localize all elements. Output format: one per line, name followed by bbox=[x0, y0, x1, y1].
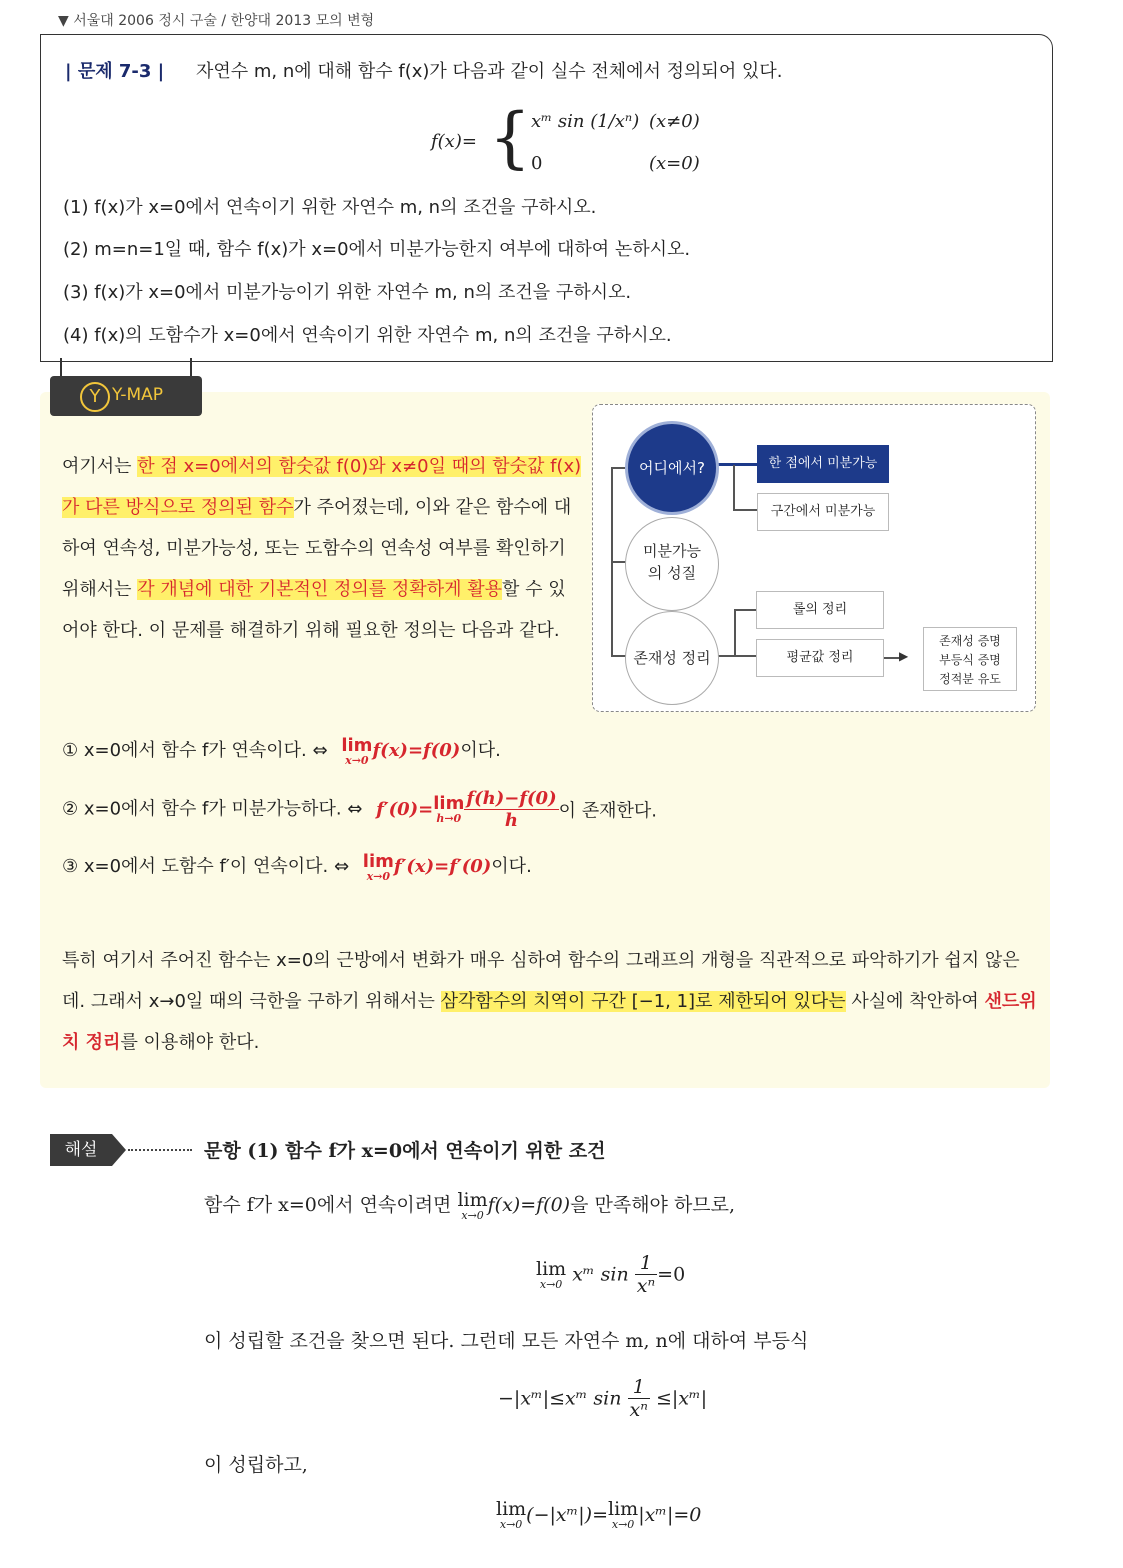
source-line: ▼ 서울대 2006 정시 구술 / 한양대 2013 모의 변형 bbox=[58, 13, 375, 29]
lim-subscript: x→0 bbox=[499, 1518, 523, 1531]
solution-line-1 bbox=[204, 1190, 735, 1221]
question-1: (1) f(x)가 x=0에서 연속이기 위한 자연수 m, n의 조건을 구하시오. bbox=[63, 197, 597, 218]
question-2: (2) m=n=1일 때, 함수 f(x)가 x=0에서 미분가능한지 여부에 대하여 논하시오. bbox=[63, 239, 691, 260]
special-note bbox=[62, 940, 1037, 1063]
concept-map bbox=[592, 404, 1036, 712]
piecewise-function bbox=[431, 99, 731, 183]
fraction-denominator: xⁿ bbox=[629, 1399, 648, 1421]
definition-formula: f′(0)= bbox=[376, 799, 434, 820]
solution-line-2: 이 성립할 조건을 찾으면 된다. 그런데 모든 자연수 m, n에 대하여 부등식 bbox=[204, 1330, 809, 1352]
lim-label: lim bbox=[496, 1498, 527, 1520]
piecewise-lhs: f(x)= bbox=[431, 131, 477, 152]
definition-number: ③ bbox=[62, 856, 79, 877]
inequality-right: ≤|xᵐ| bbox=[656, 1387, 708, 1410]
solution-limit bbox=[536, 1257, 567, 1291]
fraction-numerator: f(h)−f(0) bbox=[466, 788, 557, 809]
piecewise-case-2-cond: (x=0) bbox=[649, 153, 700, 174]
solution-text: 함수 f가 x=0에서 연속이려면 bbox=[204, 1194, 452, 1216]
rolle-box: 롤의 정리 bbox=[756, 591, 884, 629]
note-emphasis: 샌드위치 정리 bbox=[62, 991, 1037, 1053]
lim-label: lim bbox=[433, 793, 465, 814]
mvt-box: 평균값 정리 bbox=[756, 639, 884, 677]
solution-equation-3 bbox=[496, 1500, 701, 1530]
lim-subscript: x→0 bbox=[366, 869, 391, 883]
equation-body: (−|xᵐ|)= bbox=[526, 1504, 609, 1526]
lim-subscript: x→0 bbox=[461, 1209, 484, 1222]
brace-icon: { bbox=[489, 99, 531, 176]
intro-highlight: 한 점 x=0에서의 함숫값 f(0)와 x≠0일 때의 함숫값 f(x)가 다른 방식으로 정의된 함수 bbox=[62, 456, 582, 518]
interval-diff-box: 구간에서 미분가능 bbox=[757, 493, 889, 531]
solution-badge: 해설 bbox=[50, 1134, 112, 1166]
definition-limit bbox=[433, 795, 464, 824]
map-connector bbox=[734, 609, 736, 657]
result-item: 정적분 유도 bbox=[939, 672, 1001, 686]
map-connector bbox=[733, 509, 757, 511]
results-box bbox=[923, 627, 1017, 691]
solution-formula: f(x)=f(0) bbox=[487, 1194, 571, 1216]
definition-limit bbox=[362, 850, 394, 883]
solution-limit bbox=[457, 1191, 487, 1221]
lim-subscript: x→0 bbox=[345, 753, 369, 767]
diff-property-label: 미분가능의 성질 bbox=[643, 542, 701, 582]
where-node: 어디에서? bbox=[625, 421, 719, 515]
intro-highlight: 각 개념에 대한 기본적인 정의를 정확하게 활용 bbox=[137, 579, 502, 600]
lim-subscript: h→0 bbox=[436, 812, 462, 825]
definition-number: ② bbox=[62, 798, 79, 820]
lim-label: lim bbox=[362, 850, 394, 872]
solution-limit bbox=[608, 1500, 638, 1530]
lim-label: lim bbox=[536, 1257, 567, 1280]
ymap-logo-icon: Y bbox=[80, 382, 110, 412]
point-diff-box: 한 점에서 미분가능 bbox=[757, 445, 889, 483]
result-item: 존재성 증명 bbox=[939, 634, 1001, 648]
map-connector bbox=[734, 609, 756, 611]
definition-3 bbox=[62, 852, 532, 882]
definition-text: x=0에서 도함수 f′이 연속이다. ⇔ bbox=[83, 856, 350, 877]
arrow-right-icon: ▶ bbox=[899, 649, 909, 663]
solution-equation-1 bbox=[536, 1252, 685, 1297]
definition-tail: 이다. bbox=[460, 740, 501, 761]
fraction-denominator: h bbox=[504, 810, 519, 831]
question-4: (4) f(x)의 도함수가 x=0에서 연속이기 위한 자연수 m, n의 조건을 구하시오. bbox=[63, 325, 672, 346]
equation-fraction bbox=[635, 1252, 657, 1297]
lim-subscript: x→0 bbox=[611, 1518, 635, 1531]
piecewise-case-1: xᵐ sin (1/xⁿ) bbox=[531, 111, 640, 132]
definition-number: ① bbox=[62, 740, 79, 761]
lim-label: lim bbox=[608, 1498, 639, 1520]
solution-title: 문항 (1) 함수 f가 x=0에서 연속이기 위한 조건 bbox=[204, 1140, 606, 1162]
equation-body: xᵐ sin bbox=[572, 1263, 629, 1286]
intro-text: 여기서는 bbox=[62, 456, 138, 477]
definition-2 bbox=[62, 788, 657, 831]
note-text: 특히 여기서 주어진 함수는 x=0의 근방에서 변화가 매우 심하여 함수의 그래프의 개형을 직관적으로 파악하기가 쉽지 않은데. 그래서 x→0일 때의 극한을 구하기 위해서는 bbox=[62, 950, 1020, 1012]
definition-limit bbox=[341, 734, 373, 767]
problem-box bbox=[40, 34, 1053, 362]
intro-text: 할 수 있어야 한다. 이 문제를 해결하기 위해 필요한 정의는 다음과 같다. bbox=[62, 579, 566, 641]
ymap-badge-label: Y-MAP bbox=[112, 385, 164, 405]
definition-tail: 이 존재한다. bbox=[558, 800, 657, 822]
piecewise-case-1-cond: (x≠0) bbox=[649, 111, 700, 132]
problem-header bbox=[65, 57, 782, 83]
fraction-numerator: 1 bbox=[628, 1376, 650, 1399]
definition-text: x=0에서 함수 f가 미분가능하다. ⇔ bbox=[83, 798, 363, 820]
inequality-fraction bbox=[628, 1376, 650, 1421]
definition-formula: f′(x)=f′(0) bbox=[393, 856, 492, 877]
equation-tail: =0 bbox=[657, 1263, 686, 1286]
intro-text: 가 주어졌는데, 이와 같은 함수에 대하여 연속성, 미분가능성, 또는 도함수의 연속성 여부를 확인하기 위해서는 bbox=[62, 497, 572, 600]
map-connector bbox=[713, 463, 757, 466]
fraction-denominator: xⁿ bbox=[636, 1275, 656, 1297]
lim-label: lim bbox=[341, 734, 373, 756]
definition-tail: 이다. bbox=[491, 856, 532, 877]
lim-subscript: x→0 bbox=[539, 1277, 563, 1291]
result-item: 부등식 증명 bbox=[939, 653, 1001, 667]
fraction-numerator: 1 bbox=[635, 1252, 657, 1275]
map-connector bbox=[733, 465, 735, 511]
note-text: 를 이용해야 한다. bbox=[120, 1032, 260, 1053]
question-3: (3) f(x)가 x=0에서 미분가능이기 위한 자연수 m, n의 조건을 구하시오. bbox=[63, 282, 632, 303]
ymap-intro bbox=[62, 446, 582, 651]
lim-label: lim bbox=[457, 1189, 488, 1211]
definition-text: x=0에서 함수 f가 연속이다. ⇔ bbox=[83, 740, 328, 761]
solution-equation-2 bbox=[498, 1376, 707, 1421]
solution-text: 을 만족해야 하므로, bbox=[570, 1194, 736, 1216]
difference-quotient bbox=[464, 788, 558, 831]
definition-formula: f(x)=f(0) bbox=[372, 740, 461, 761]
note-highlight: 삼각함수의 치역이 구간 [−1, 1]로 제한되어 있다는 bbox=[440, 991, 846, 1012]
map-connector bbox=[734, 655, 756, 657]
solution-line-3: 이 성립하고, bbox=[204, 1454, 308, 1476]
problem-intro: 자연수 m, n에 대해 함수 f(x)가 다음과 같이 실수 전체에서 정의되어 있다. bbox=[195, 61, 783, 82]
note-text: 사실에 착안하여 bbox=[845, 991, 985, 1012]
solution-limit bbox=[496, 1500, 526, 1530]
inequality-left: −|xᵐ|≤xᵐ sin bbox=[498, 1387, 622, 1410]
solution-dotted-leader bbox=[128, 1149, 192, 1151]
ymap-badge bbox=[50, 376, 202, 416]
equation-body: |xᵐ|=0 bbox=[638, 1504, 702, 1526]
problem-label: | 문제 7-3 | bbox=[65, 61, 165, 82]
definition-1 bbox=[62, 736, 501, 766]
diff-property-node bbox=[625, 517, 719, 611]
piecewise-case-2: 0 bbox=[531, 153, 543, 174]
existence-node: 존재성 정리 bbox=[625, 611, 719, 705]
